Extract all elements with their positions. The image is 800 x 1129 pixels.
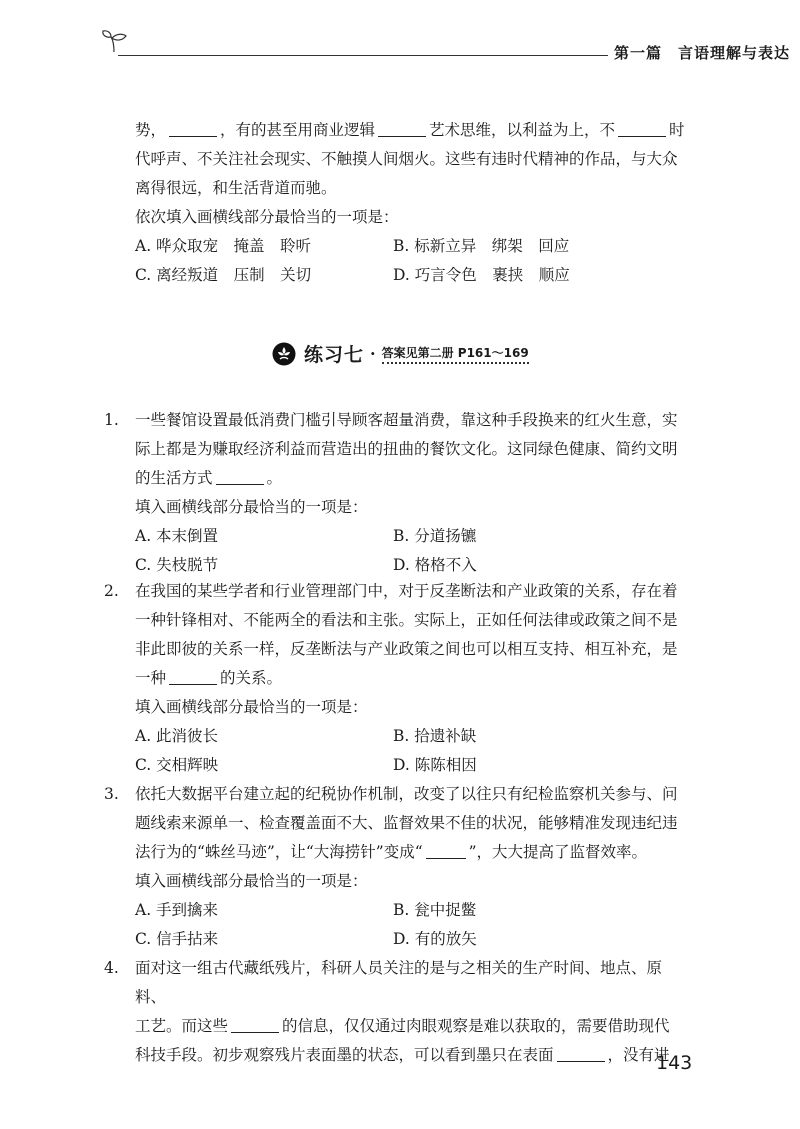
- answer-blank: [426, 842, 466, 859]
- option-d[interactable]: D. 有的放矢: [393, 930, 477, 948]
- intro-passage: [135, 116, 690, 232]
- answer-blank: [231, 1016, 279, 1033]
- option-a[interactable]: A. 哗众取宠 掩盖 聆听: [135, 237, 312, 255]
- answer-blank: [557, 1045, 605, 1062]
- intro-prompt: 依次填入画横线部分最恰当的一项是：: [135, 208, 399, 226]
- question-1-prompt: 填入画横线部分最恰当的一项是：: [135, 498, 368, 516]
- option-c[interactable]: C. 信手拈来: [135, 930, 219, 948]
- chapter-title: 言语理解与表达: [678, 44, 791, 62]
- option-c[interactable]: C. 离经叛道 压制 关切: [135, 266, 312, 284]
- question-2-stem: 在我国的某些学者和行业管理部门中，对于反垄断法和产业政策的关系，存在着 一种针锋相对、不能两全的看法和主张。实际上，正如任何法律或政策之间不是 非此即彼的关系一样，反垄断法与产业政策之间也可以相互支持、相互补充，是 一种 的关系。 填入画横线部分最恰当的一项是：: [135, 577, 690, 722]
- question-4-number: 4.: [104, 959, 119, 977]
- question-3-prompt: 填入画横线部分最恰当的一项是：: [135, 872, 368, 890]
- section-bullet: ·: [370, 344, 376, 363]
- answer-reference: 答案见第二册 P161～169: [382, 344, 529, 364]
- chapter-heading: [614, 42, 790, 63]
- option-a[interactable]: A. 本末倒置: [135, 527, 219, 545]
- intro-line-3: 离得很远，和生活背道而驰。: [135, 179, 337, 197]
- part-label: 第一篇: [614, 44, 663, 62]
- option-d[interactable]: D. 巧言令色 裹挟 顺应: [393, 266, 570, 284]
- question-1-stem: 一些餐馆设置最低消费门槛引导顾客超量消费，靠这种手段换来的红火生意，实 际上都是为赚取经济利益而营造出的扭曲的餐饮文化。这同绿色健康、简约文明 的生活方式 。 填入画横线部分最恰当的一项是：: [135, 406, 690, 522]
- intro-line-2: 代呼声、不关注社会现实、不触摸人间烟火。这些有违时代精神的作品，与大众: [135, 150, 678, 168]
- answer-blank: [618, 120, 666, 137]
- option-a[interactable]: A. 此消彼长: [135, 727, 219, 745]
- option-c[interactable]: C. 失枝脱节: [135, 556, 219, 574]
- option-a[interactable]: A. 手到擒来: [135, 901, 219, 919]
- question-1-options: [135, 522, 690, 580]
- option-b[interactable]: B. 标新立异 绑架 回应: [393, 237, 570, 255]
- question-2-prompt: 填入画横线部分最恰当的一项是：: [135, 698, 368, 716]
- option-b[interactable]: B. 拾遗补缺: [393, 727, 477, 745]
- header-rule: [118, 55, 608, 56]
- sprout-leaf-icon: [100, 28, 130, 54]
- flower-badge-icon: [272, 342, 296, 366]
- question-3-stem: 依托大数据平台建立起的纪税协作机制，改变了以往只有纪检监察机关参与、问 题线索来源单一、检查覆盖面不大、监督效果不佳的状况，能够精准发现违纪违 法行为的“蛛丝马迹”，让“大海捞针”变成“ ”，大大提高了监督效率。 填入画横线部分最恰当的一项是：: [135, 780, 690, 896]
- answer-blank: [169, 120, 217, 137]
- answer-blank: [169, 668, 217, 685]
- option-b[interactable]: B. 瓮中捉鳖: [393, 901, 477, 919]
- question-1-number: 1.: [104, 411, 119, 429]
- question-4-stem: 面对这一组古代藏纸残片，科研人员关注的是与之相关的生产时间、地点、原料、 工艺。而这些 的信息，仅仅通过肉眼观察是难以获取的，需要借助现代 科技手段。初步观察残片表面墨的状态，可以看到墨只在表面 ，没有进: [135, 959, 670, 1064]
- answer-blank: [378, 120, 426, 137]
- option-d[interactable]: D. 陈陈相因: [393, 756, 477, 774]
- question-3-number: 3.: [104, 785, 119, 803]
- question-2-options: [135, 722, 690, 780]
- page-header: [100, 28, 800, 68]
- section-heading: [272, 340, 529, 367]
- option-b[interactable]: B. 分道扬镳: [393, 527, 477, 545]
- question-2-number: 2.: [104, 582, 119, 600]
- page-number: 143: [656, 1052, 693, 1074]
- answer-blank: [216, 468, 264, 485]
- intro-options: [135, 232, 690, 290]
- option-d[interactable]: D. 格格不入: [393, 556, 477, 574]
- question-3-options: [135, 896, 690, 954]
- option-c[interactable]: C. 交相辉映: [135, 756, 219, 774]
- intro-line-1: 势， ，有的甚至用商业逻辑 艺术思维，以利益为上，不 时: [135, 121, 685, 139]
- section-title: 练习七: [304, 344, 365, 366]
